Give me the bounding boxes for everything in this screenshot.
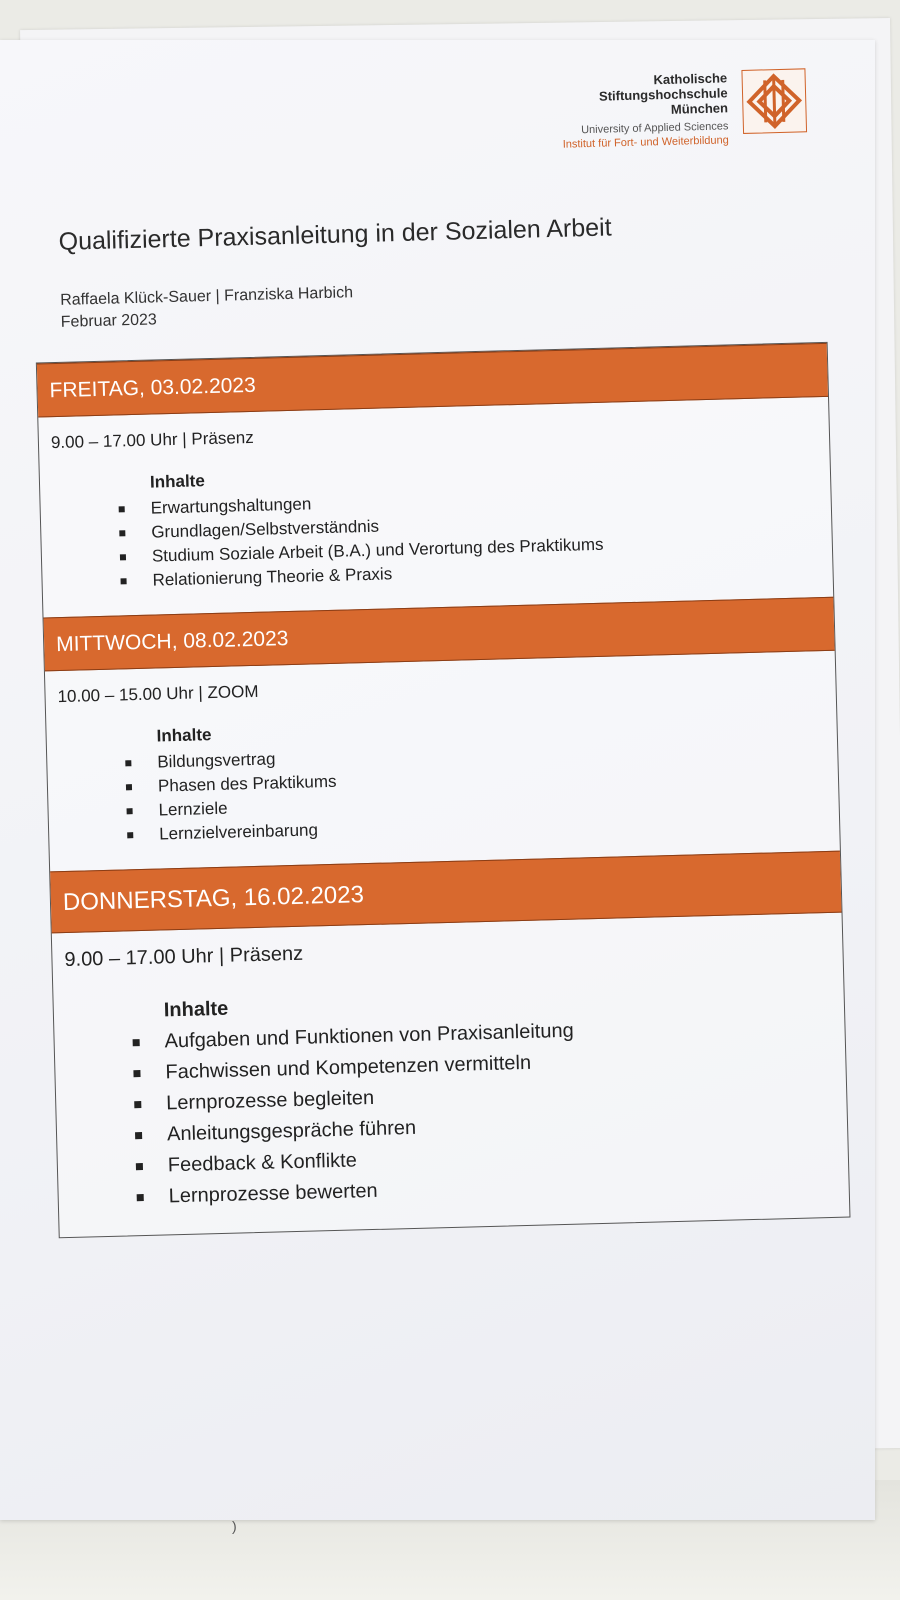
stray-mark: )	[232, 1518, 237, 1534]
list-item: Phasen des Praktikums	[60, 757, 826, 801]
logo-name-line: München	[670, 100, 729, 117]
list-item: Lernziele	[60, 781, 826, 825]
day-body	[52, 913, 850, 1238]
list-item: Erwartungshaltungen	[52, 479, 818, 523]
day-heading: DONNERSTAG, 16.02.2023	[50, 851, 841, 934]
day-section-wednesday	[44, 597, 840, 872]
list-item: Feedback & Konflikte	[70, 1133, 837, 1184]
list-item: Studium Soziale Arbeit (B.A.) und Verortung des Praktikums	[54, 527, 820, 571]
session-time: 9.00 – 17.00 Uhr | Präsenz	[50, 427, 254, 453]
day-section-friday	[37, 343, 833, 618]
list-item: Fachwissen und Kompetenzen vermitteln	[67, 1040, 834, 1091]
contents-label: Inhalte	[156, 725, 212, 746]
contents-list	[66, 1009, 837, 1215]
day-heading: FREITAG, 03.02.2023	[37, 343, 828, 418]
logo-institute: Institut für Fort- und Weiterbildung	[562, 134, 729, 151]
day-body	[38, 397, 833, 618]
document-title: Qualifizierte Praxisanleitung in der Sozialen Arbeit	[58, 213, 612, 256]
list-item: Anleitungsgespräche führen	[69, 1102, 836, 1153]
list-item: Bildungsvertrag	[59, 733, 825, 777]
logo-diamond-icon	[741, 68, 807, 134]
logo-name-line: Stiftungshochschule	[598, 85, 728, 104]
contents-label: Inhalte	[163, 997, 229, 1022]
schedule-table	[36, 342, 851, 1238]
contents-label: Inhalte	[149, 471, 206, 492]
page-content	[0, 29, 900, 1531]
day-body	[45, 651, 840, 872]
day-heading: MITTWOCH, 08.02.2023	[44, 597, 835, 672]
contents-list	[52, 479, 820, 595]
logo-subtitle: University of Applied Sciences	[580, 120, 729, 137]
list-item: Lernprozesse begleiten	[68, 1071, 835, 1122]
contents-list	[59, 733, 827, 849]
list-item: Relationierung Theorie & Praxis	[54, 551, 820, 595]
list-item: Aufgaben und Funktionen von Praxisanleitung	[66, 1009, 833, 1060]
authors: Raffaela Klück-Sauer | Franziska Harbich	[59, 284, 354, 309]
list-item: Grundlagen/Selbstverständnis	[53, 503, 819, 547]
university-logo	[561, 68, 807, 151]
day-section-thursday	[50, 851, 849, 1238]
logo-text	[561, 70, 729, 151]
document-date: Februar 2023	[60, 311, 158, 331]
session-time: 9.00 – 17.00 Uhr | Präsenz	[64, 942, 304, 972]
authors-block	[60, 282, 354, 334]
logo-name-line: Katholische	[653, 70, 728, 88]
list-item: Lernzielvereinbarung	[61, 805, 827, 849]
list-item: Lernprozesse bewerten	[70, 1164, 837, 1215]
document-page	[0, 40, 875, 1520]
session-time: 10.00 – 15.00 Uhr | ZOOM	[57, 681, 259, 707]
